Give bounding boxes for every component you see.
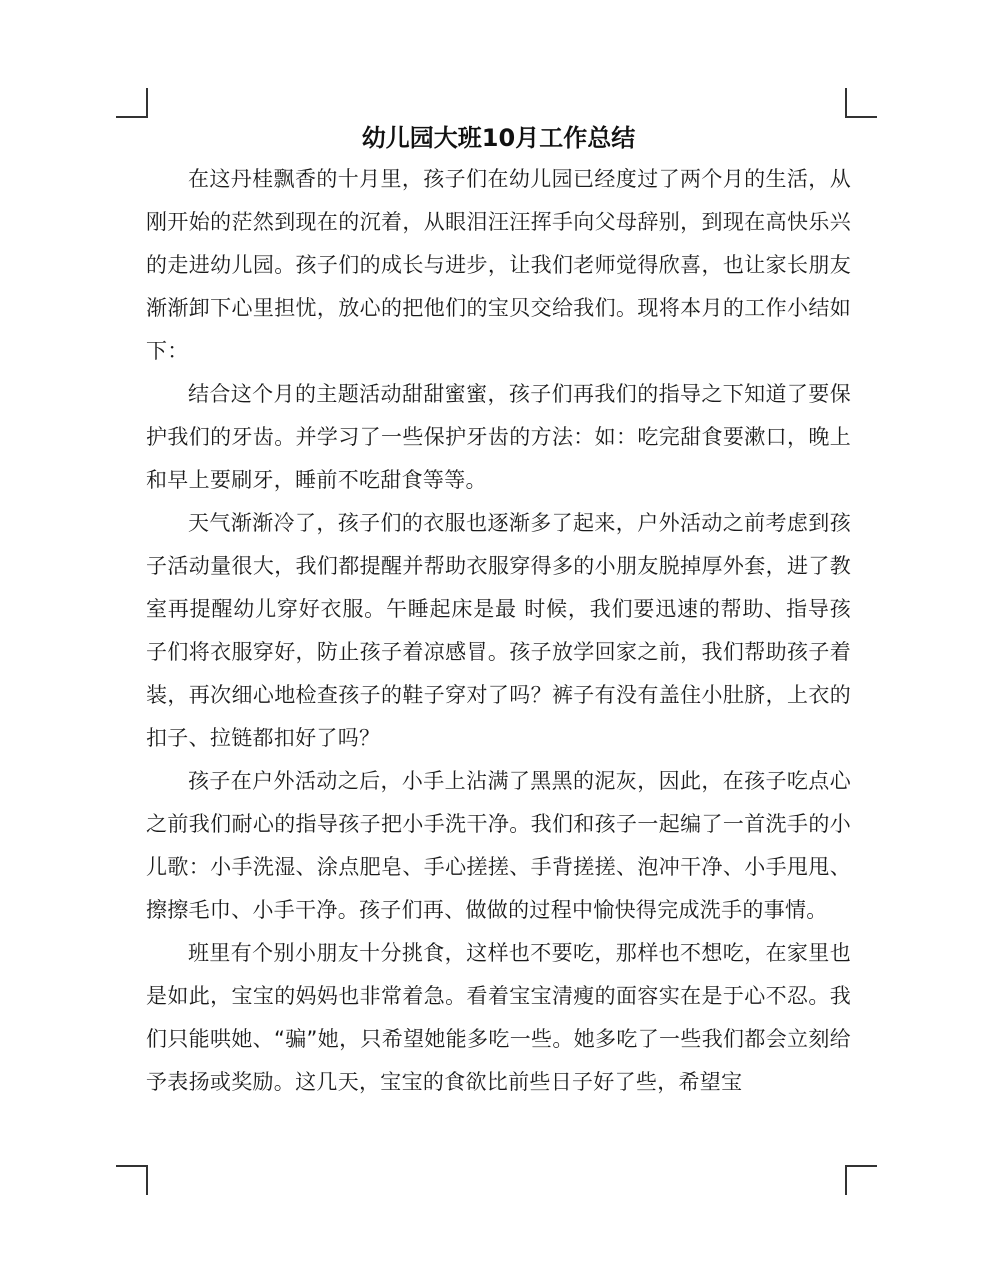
paragraph-picky-eating: 班里有个别小朋友十分挑食，这样也不要吃，那样也不想吃，在家里也是如此，宝宝的妈妈也非常着急。看着宝宝清瘦的面容实在是于心不忍。我们只能哄她、“骗”她，只希望她能多吃一些。她多吃了一些我们都会立刻给予表扬或奖励。这几天，宝宝的食欲比前些日子好了些，希望宝	[146, 941, 851, 1094]
document-title: 幼儿园大班10月工作总结	[361, 124, 636, 152]
page-corner-mark-bottom-right	[845, 1165, 877, 1195]
page-corner-mark-bottom-left	[116, 1165, 148, 1195]
paragraph-intro: 在这丹桂飘香的十月里，孩子们在幼儿园已经度过了两个月的生活，从刚开始的茫然到现在的沉着，从眼泪汪汪挥手向父母辞别，到现在高快乐兴的走进幼儿园。孩子们的成长与进步，让我们老师觉得欣喜，也让家长朋友渐渐卸下心里担忧，放心的把他们的宝贝交给我们。现将本月的工作小结如下：	[146, 167, 851, 363]
page-corner-mark-top-right	[845, 88, 877, 118]
paragraph-handwashing: 孩子在户外活动之后，小手上沾满了黑黑的泥灰，因此，在孩子吃点心之前我们耐心的指导孩子把小手洗干净。我们和孩子一起编了一首洗手的小儿歌：小手洗湿、涂点肥皂、手心搓搓、手背搓搓、泡冲干净、小手甩甩、擦擦毛巾、小手干净。孩子们再、做做的过程中愉快得完成洗手的事情。	[146, 769, 851, 922]
document-body	[146, 118, 851, 1104]
page-corner-mark-top-left	[116, 88, 148, 118]
paragraph-clothing: 天气渐渐冷了，孩子们的衣服也逐渐多了起来，户外活动之前考虑到孩子活动量很大，我们都提醒并帮助衣服穿得多的小朋友脱掉厚外套，进了教室再提醒幼儿穿好衣服。午睡起床是最 时候，我们要迅速的帮助、指导孩子们将衣服穿好，防止孩子着凉感冒。孩子放学回家之前，我们帮助孩子着装，再次细心地检查孩子的鞋子穿对了吗？裤子有没有盖住小肚脐，上衣的扣子、拉链都扣好了吗？	[146, 511, 851, 750]
paragraph-teeth-care: 结合这个月的主题活动甜甜蜜蜜，孩子们再我们的指导之下知道了要保护我们的牙齿。并学习了一些保护牙齿的方法：如：吃完甜食要漱口，晚上和早上要刷牙，睡前不吃甜食等等。	[146, 382, 851, 492]
